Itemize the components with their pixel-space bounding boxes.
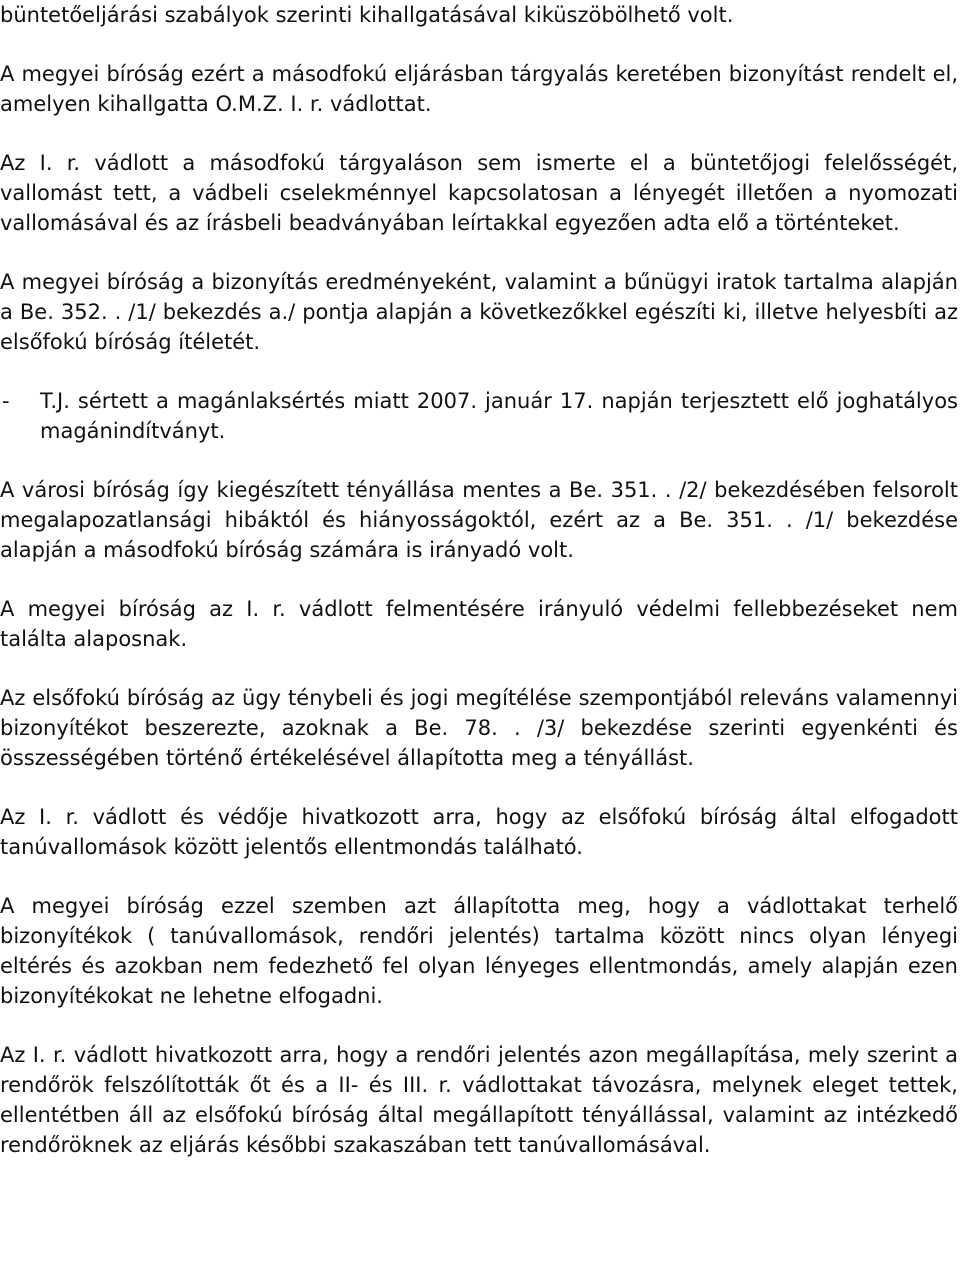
paragraph-gap [0,565,958,594]
paragraph-gap [0,238,958,267]
paragraph-gap [0,773,958,802]
paragraph-evidence-assessment: Az elsőfokú bíróság az ügy ténybeli és jogi megítélése szempontjából releváns valamennyi bizonyítékot beszerezte, azoknak a Be. 78. . /3/ bekezdése szerinti egyenkénti és összességében történő értékelésével állapította meg a tényállást. [0,686,958,770]
paragraph-gap [0,862,958,891]
paragraph-facts-sound: A városi bíróság így kiegészített tényállása mentes a Be. 351. . /2/ bekezdésében felsorolt megalapozatlansági hibáktól és hiányosságoktól, ezért az a Be. 351. . /1/ bekezdése alapján a másodfokú bíróság számára is irányadó volt. [0,478,958,562]
paragraph-contradiction-claim: Az I. r. vádlott és védője hivatkozott arra, hogy az elsőfokú bíróság által elfogadott tanúvallomások között jelentős ellentmondás található. [0,805,958,859]
paragraph-supplement-judgment: A megyei bíróság a bizonyítás eredményeként, valamint a bűnügyi iratok tartalma alapján a Be. 352. . /1/ bekezdés a./ pontja alapján a következőkkel egészíti ki, illetve helyesbíti az elsőfokú bíróság ítéletét. [0,270,958,354]
paragraph-evidence-ordered: A megyei bíróság ezért a másodfokú eljárásban tárgyalás keretében bizonyítást rendelt el, amelyen kihallgatta O.M.Z. I. r. vádlottat. [0,62,958,116]
paragraph-gap [0,357,958,386]
paragraph-police-report: Az I. r. vádlott hivatkozott arra, hogy a rendőri jelentés azon megállapítása, mely szerint a rendőrök felszólították őt és a II- és III. r. vádlottakat távozásra, melynek eleget tettek, ellentétben áll az elsőfokú bíróság által megállapított tényállással, valamint az intézkedő rendőröknek az eljárás későbbi szakaszában tett tanúvallomásával. [0,1043,958,1157]
paragraph-court-finding: A megyei bíróság ezzel szemben azt állapította meg, hogy a vádlottakat terhelő bizonyítékok ( tanúvallomások, rendőri jelentés) tartalma között nincs olyan lényegi eltérés és azokban nem fedezhető fel olyan lényeges ellentmondás, amely alapján ezen bizonyítékokat ne lehetne elfogadni. [0,894,958,1008]
paragraph-continuation: büntetőeljárási szabályok szerinti kihallgatásával kiküszöbölhető volt. [0,3,734,27]
paragraph-gap [0,30,958,59]
paragraph-appeal-rejected: A megyei bíróság az I. r. vádlott felmentésére irányuló védelmi fellebbezéseket nem találta alaposnak. [0,597,958,651]
list-item-text: T.J. sértett a magánlaksértés miatt 2007. január 17. napján terjesztett elő joghatályos magánindítványt. [40,389,958,443]
list-dash: - [2,389,10,413]
paragraph-gap [0,1011,958,1040]
paragraph-defendant-testimony: Az I. r. vádlott a másodfokú tárgyaláson sem ismerte el a büntetőjogi felelősségét, vallomást tett, a vádbeli cselekménnyel kapcsolatosan a lényegét illetően a nyomozati vallomásával és az írásbeli beadványában leírtakkal egyezően adta elő a történteket. [0,151,958,235]
paragraph-gap [0,654,958,683]
paragraph-gap [0,446,958,475]
list-item [0,386,958,446]
paragraph-gap [0,119,958,148]
